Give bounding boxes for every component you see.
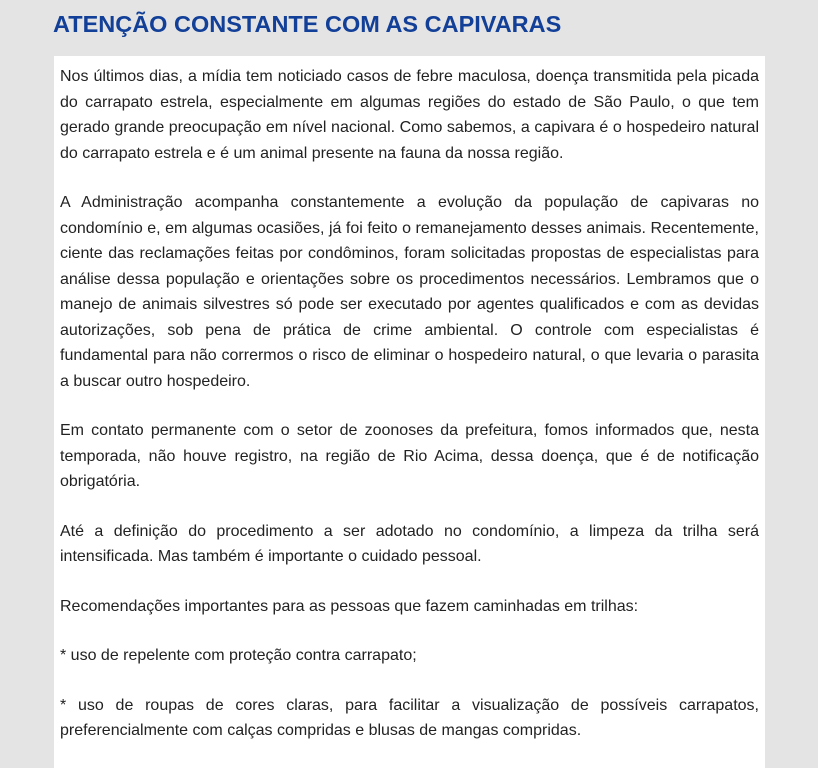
list-item-repelente: * uso de repelente com proteção contra carrapato; xyxy=(60,647,417,664)
article-body xyxy=(54,56,765,768)
list-item-roupas: * uso de roupas de cores claras, para facilitar a visualização de possíveis carrapatos, preferencialmente com calças compridas e blusas de mangas compridas. xyxy=(60,696,759,739)
paragraph-administracao: A Administração acompanha constantemente a evolução da população de capivaras no condomínio e, em algumas ocasiões, já foi feito o remanejamento desses animais. Recentemente, ciente das reclamações feitas por condôminos, foram solicitadas propostas de especialistas para análise dessa população e orientações sobre os procedimentos necessários. Lembramos que o manejo de animais silvestres só pode ser executado por agentes qualificados e com as devidas autorizações, sob pena de prática de crime ambiental. O controle com especialistas é fundamental para não corrermos o risco de eliminar o hospedeiro natural, o que levaria o parasita a buscar outro hospedeiro. xyxy=(60,194,759,390)
paragraph-limpeza-trilha: Até a definição do procedimento a ser adotado no condomínio, a limpeza da trilha será intensificada. Mas também é importante o cuidado pessoal. xyxy=(60,522,759,565)
paragraph-recomendacoes: Recomendações importantes para as pessoas que fazem caminhadas em trilhas: xyxy=(60,597,639,615)
page-title: ATENÇÃO CONSTANTE COM AS CAPIVARAS xyxy=(53,11,562,37)
paragraph-zoonoses: Em contato permanente com o setor de zoonoses da prefeitura, fomos informados que, nesta temporada, não houve registro, na região de Rio Acima, dessa doença, que é de notificação obrigatória. xyxy=(60,422,759,490)
paragraph-febre-maculosa: Nos últimos dias, a mídia tem noticiado casos de febre maculosa, doença transmitida pela picada do carrapato estrela, especialmente em algumas regiões do estado de São Paulo, o que tem gerado grande preocupação em nível nacional. Como sabemos, a capivara é o hospedeiro natural do carrapato estrela e é um animal presente na fauna da nossa região. xyxy=(60,68,759,162)
